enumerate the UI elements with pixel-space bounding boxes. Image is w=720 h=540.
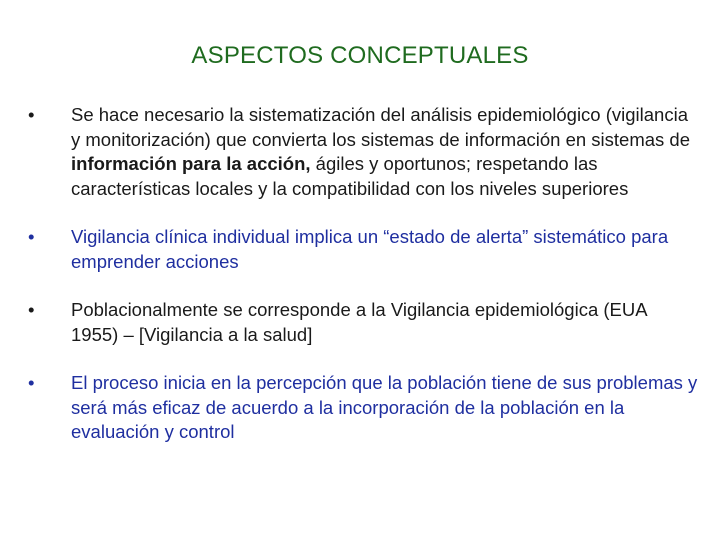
bullet-text-1a: Se hace necesario la sistematización del análisis epidemiológico (vigilancia y monitorización) que convierta los sistemas de información en sistemas de [71, 104, 691, 150]
bullet-item-3 [28, 298, 698, 347]
bullet-marker: • [28, 299, 35, 320]
bullet-text-1b: ágiles y oportunos; respetando las características locales y la compatibilidad con los niveles superiores [71, 153, 629, 199]
bullet-item-4 [28, 371, 698, 445]
bullet-marker: • [28, 226, 35, 247]
bullet-item-1 [28, 103, 698, 201]
bullet-marker: • [28, 104, 35, 125]
bullet-text-3: Poblacionalmente se corresponde a la Vigilancia epidemiológica (EUA 1955) – [Vigilancia a la salud] [71, 299, 647, 345]
bullet-text-1-bold: información para la acción, [71, 153, 311, 174]
bullet-text-2: Vigilancia clínica individual implica un “estado de alerta” sistemático para emprender acciones [71, 226, 669, 272]
bullet-marker: • [28, 372, 35, 393]
slide-title: ASPECTOS CONCEPTUALES [191, 42, 529, 69]
bullet-text-4: El proceso inicia en la percepción que la población tiene de sus problemas y será más eficaz de acuerdo a la incorporación de la población en la evaluación y control [71, 372, 698, 442]
bullet-item-2 [28, 225, 698, 274]
bullet-list [28, 103, 698, 445]
